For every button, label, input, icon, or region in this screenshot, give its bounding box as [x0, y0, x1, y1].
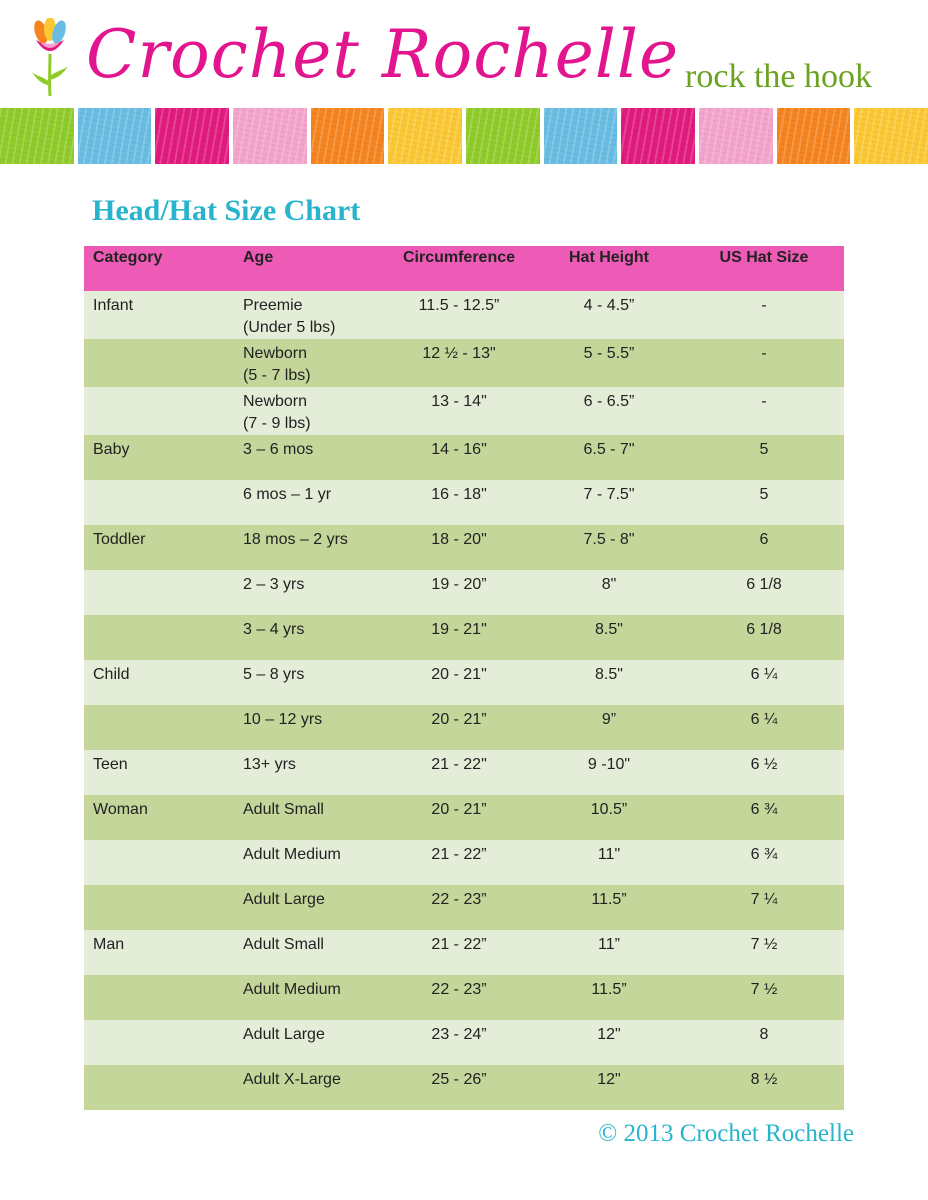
cell-category: Infant	[93, 297, 134, 314]
cell-circumference: 18 - 20"	[431, 531, 487, 548]
color-swatch	[466, 108, 540, 164]
cell-us-hat-size: -	[761, 345, 767, 362]
table-row	[84, 840, 844, 885]
cell-age	[234, 795, 384, 840]
cell-us-hat-size: 6	[759, 531, 769, 548]
cell-circumference: 23 - 24”	[431, 1026, 487, 1043]
cell-circumference: 11.5 - 12.5”	[418, 297, 500, 314]
age-label: 6 mos – 1 yr	[243, 486, 332, 503]
cell-hat-height: 8.5"	[595, 666, 623, 683]
table-row	[84, 525, 844, 570]
cell-us-hat-size: 6 1/8	[746, 576, 782, 593]
size-chart-table	[84, 246, 844, 1110]
cell-category: Baby	[93, 441, 130, 458]
cell-circumference: 25 - 26”	[431, 1071, 487, 1088]
cell-us-hat-size: -	[761, 297, 767, 314]
cell-hat-height: 9 -10"	[587, 756, 631, 773]
cell-us-hat-size: 6 1/8	[746, 621, 782, 638]
cell-category: Man	[93, 936, 125, 953]
cell-age	[234, 705, 384, 750]
color-swatch	[777, 108, 851, 164]
cell-circumference: 21 - 22"	[431, 756, 487, 773]
cell-hat-height: 11.5”	[591, 981, 627, 998]
table-row	[84, 435, 844, 480]
cell-age	[234, 1020, 384, 1065]
header-age: Age	[243, 249, 274, 266]
age-label: Newborn	[243, 393, 308, 410]
cell-circumference: 19 - 21"	[431, 621, 487, 638]
cell-age	[234, 615, 384, 660]
table-row	[84, 795, 844, 840]
cell-circumference: 22 - 23”	[431, 891, 487, 908]
page-header	[0, 0, 928, 108]
table-row	[84, 291, 844, 339]
table-row	[84, 339, 844, 387]
color-swatch	[699, 108, 773, 164]
color-swatch	[854, 108, 928, 164]
age-label: 3 – 4 yrs	[243, 621, 305, 638]
table-row	[84, 975, 844, 1020]
table-row	[84, 705, 844, 750]
cell-hat-height: 12"	[597, 1071, 621, 1088]
age-label: 3 – 6 mos	[243, 441, 314, 458]
age-label: 5 – 8 yrs	[243, 666, 305, 683]
cell-category	[84, 840, 234, 885]
cell-category	[84, 885, 234, 930]
age-label: Adult Medium	[243, 846, 341, 863]
cell-circumference: 16 - 18"	[431, 486, 487, 503]
cell-category	[84, 339, 234, 387]
table-row	[84, 615, 844, 660]
cell-age	[234, 525, 384, 570]
flower-logo-icon	[30, 18, 70, 98]
cell-us-hat-size: 6 ½	[750, 756, 778, 773]
table-row	[84, 570, 844, 615]
copyright-notice: © 2013 Crochet Rochelle	[598, 1120, 854, 1147]
cell-age	[234, 1065, 384, 1110]
cell-category	[84, 975, 234, 1020]
header-us-hat-size: US Hat Size	[719, 249, 809, 266]
cell-hat-height: 6 - 6.5”	[583, 393, 635, 410]
color-swatch	[388, 108, 462, 164]
table-row	[84, 660, 844, 705]
age-weight-label: (Under 5 lbs)	[243, 319, 336, 336]
color-swatch	[544, 108, 618, 164]
cell-age	[234, 570, 384, 615]
cell-us-hat-size: 8 ½	[750, 1071, 778, 1088]
table-row	[84, 930, 844, 975]
cell-category	[84, 387, 234, 435]
cell-circumference: 21 - 22”	[431, 846, 487, 863]
cell-hat-height: 11.5”	[591, 891, 627, 908]
cell-hat-height: 6.5 - 7"	[583, 441, 635, 458]
cell-age	[234, 480, 384, 525]
cell-circumference: 12 ½ - 13"	[422, 345, 496, 362]
cell-circumference: 20 - 21”	[431, 801, 487, 818]
cell-hat-height: 4 - 4.5”	[583, 297, 635, 314]
age-label: 13+ yrs	[243, 756, 296, 773]
cell-age	[234, 291, 384, 339]
color-stripe	[0, 108, 928, 164]
cell-category	[84, 705, 234, 750]
cell-category	[84, 1065, 234, 1110]
cell-age	[234, 660, 384, 705]
age-label: Newborn	[243, 345, 308, 362]
cell-circumference: 22 - 23”	[431, 981, 487, 998]
cell-category	[84, 615, 234, 660]
cell-category: Child	[93, 666, 130, 683]
cell-us-hat-size: 8	[759, 1026, 769, 1043]
cell-circumference: 20 - 21”	[431, 711, 487, 728]
table-row	[84, 885, 844, 930]
age-label: Adult Small	[243, 801, 324, 818]
cell-circumference: 13 - 14"	[431, 393, 487, 410]
brand-name: Crochet Rochelle	[86, 16, 680, 93]
age-weight-label: (5 - 7 lbs)	[243, 367, 311, 384]
cell-age	[234, 435, 384, 480]
cell-us-hat-size: 5	[759, 486, 769, 503]
table-header-row	[84, 246, 844, 291]
age-label: Adult Large	[243, 1026, 325, 1043]
cell-hat-height: 12"	[597, 1026, 621, 1043]
age-label: 18 mos – 2 yrs	[243, 531, 348, 548]
cell-age	[234, 930, 384, 975]
cell-age	[234, 339, 384, 387]
cell-us-hat-size: 6 ¼	[750, 666, 778, 683]
cell-hat-height: 8.5"	[595, 621, 623, 638]
cell-hat-height: 10.5”	[590, 801, 628, 818]
age-label: Adult Small	[243, 936, 324, 953]
age-label: 10 – 12 yrs	[243, 711, 323, 728]
cell-hat-height: 11"	[597, 846, 621, 863]
age-label: 2 – 3 yrs	[243, 576, 305, 593]
table-row	[84, 1065, 844, 1110]
cell-category: Toddler	[93, 531, 146, 548]
age-label: Adult X-Large	[243, 1071, 341, 1088]
cell-us-hat-size: 7 ½	[750, 936, 778, 953]
chart-title: Head/Hat Size Chart	[92, 194, 361, 227]
cell-hat-height: 9”	[601, 711, 617, 728]
cell-age	[234, 387, 384, 435]
cell-circumference: 14 - 16"	[431, 441, 487, 458]
color-swatch	[78, 108, 152, 164]
cell-age	[234, 885, 384, 930]
cell-circumference: 21 - 22”	[431, 936, 487, 953]
table-row	[84, 750, 844, 795]
cell-hat-height: 7 - 7.5"	[583, 486, 635, 503]
cell-circumference: 20 - 21"	[431, 666, 487, 683]
age-weight-label: (7 - 9 lbs)	[243, 415, 311, 432]
cell-hat-height: 11”	[598, 936, 620, 953]
color-swatch	[311, 108, 385, 164]
cell-us-hat-size: 7 ½	[750, 981, 778, 998]
cell-age	[234, 840, 384, 885]
header-hat-height: Hat Height	[569, 249, 649, 266]
cell-category: Woman	[93, 801, 148, 818]
color-swatch	[0, 108, 74, 164]
cell-us-hat-size: 5	[759, 441, 769, 458]
cell-us-hat-size: -	[761, 393, 767, 410]
color-swatch	[621, 108, 695, 164]
table-row	[84, 387, 844, 435]
cell-hat-height: 8"	[601, 576, 617, 593]
tagline: rock the hook	[685, 58, 872, 95]
cell-hat-height: 7.5 - 8"	[583, 531, 635, 548]
table-row	[84, 480, 844, 525]
age-label: Preemie	[243, 297, 303, 314]
cell-hat-height: 5 - 5.5”	[583, 345, 635, 362]
age-label: Adult Large	[243, 891, 325, 908]
cell-category	[84, 1020, 234, 1065]
cell-category	[84, 570, 234, 615]
cell-age	[234, 975, 384, 1020]
cell-circumference: 19 - 20”	[431, 576, 487, 593]
cell-us-hat-size: 7 ¼	[750, 891, 778, 908]
cell-us-hat-size: 6 ¾	[750, 846, 778, 863]
cell-category: Teen	[93, 756, 128, 773]
cell-us-hat-size: 6 ¾	[750, 801, 778, 818]
cell-us-hat-size: 6 ¼	[750, 711, 778, 728]
color-swatch	[155, 108, 229, 164]
header-circumference: Circumference	[402, 249, 516, 266]
header-category: Category	[93, 249, 163, 266]
color-swatch	[233, 108, 307, 164]
cell-category	[84, 480, 234, 525]
age-label: Adult Medium	[243, 981, 341, 998]
cell-age	[234, 750, 384, 795]
table-row	[84, 1020, 844, 1065]
